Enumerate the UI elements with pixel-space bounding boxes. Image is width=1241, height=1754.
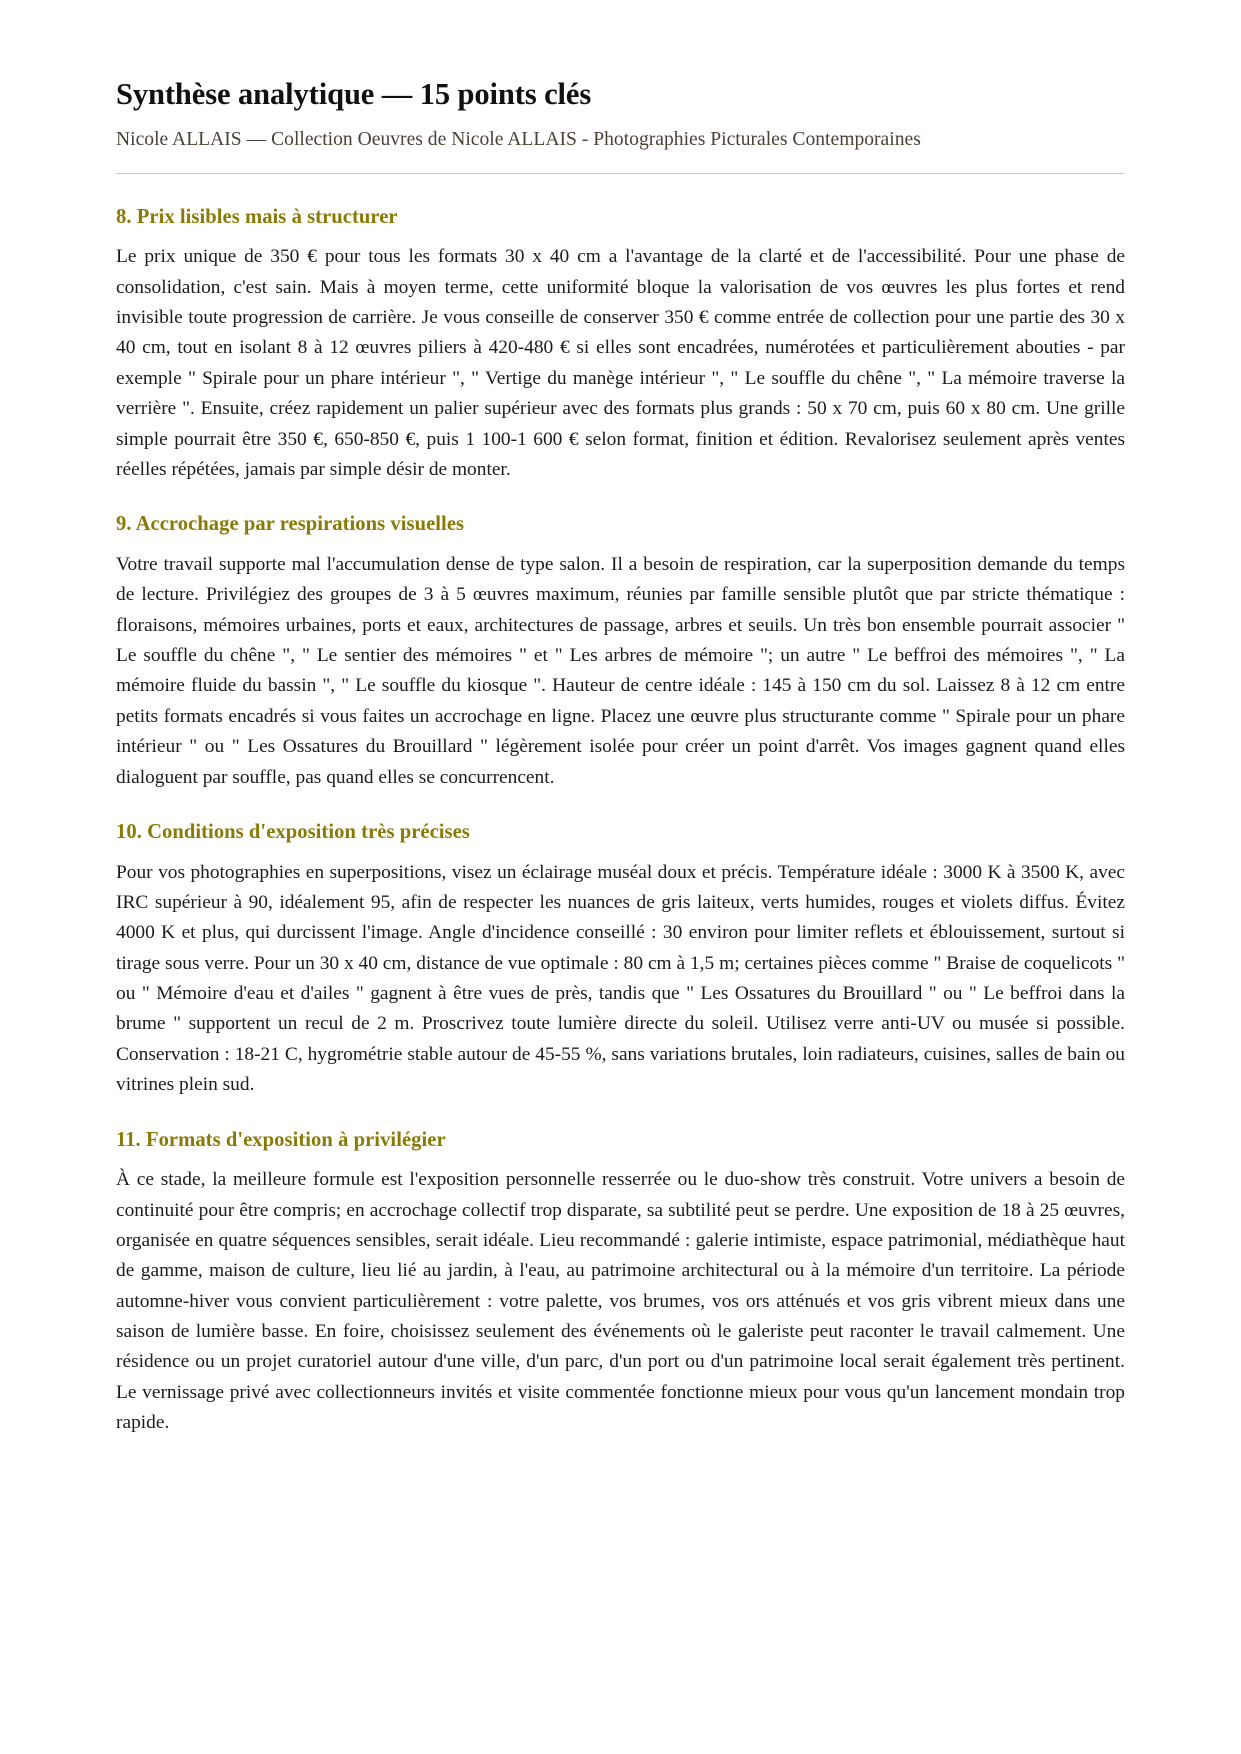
section-10	[116, 819, 1125, 1101]
section-heading-8: 8. Prix lisibles mais à structurer	[116, 205, 398, 228]
section-heading-10: 10. Conditions d'exposition très précises	[116, 820, 470, 843]
section-9	[116, 511, 1125, 793]
section-body-9: Votre travail supporte mal l'accumulation dense de type salon. Il a besoin de respiration, car la superposition demande du temps de lecture. Privilégiez des groupes de 3 à 5 œuvres maximum, réunies par famille sensible plutôt que par stricte thématique : floraisons, mémoires urbaines, ports et eaux, architectures de passage, arbres et seuils. Un très bon ensemble pourrait associer " Le souffle du chêne ", " Le sentier des mémoires " et " Les arbres de mémoire "; un autre " Le beffroi des mémoires ", " La mémoire fluide du bassin ", " Le souffle du kiosque ". Hauteur de centre idéale : 145 à 150 cm du sol. Laissez 8 à 12 cm entre petits formats encadrés si vous faites un accrochage en ligne. Placez une œuvre plus structurante comme " Spirale pour un phare intérieur " ou " Les Ossatures du Brouillard " légèrement isolée pour créer un point d'arrêt. Vos images gagnent quand elles dialoguent par souffle, pas quand elles se concurrencent.	[116, 554, 1125, 788]
section-heading-11: 11. Formats d'exposition à privilégier	[116, 1128, 446, 1151]
section-body-10: Pour vos photographies en superpositions, visez un éclairage muséal doux et précis. Température idéale : 3000 K à 3500 K, avec IRC supérieur à 90, idéalement 95, afin de respecter les nuances de gris laiteux, verts humides, rouges et violets diffus. Évitez 4000 K et plus, qui durcissent l'image. Angle d'incidence conseillé : 30 environ pour limiter reflets et éblouissement, surtout si tirage sous verre. Pour un 30 x 40 cm, distance de vue optimale : 80 cm à 1,5 m; certaines pièces comme " Braise de coquelicots " ou " Mémoire d'eau et d'ailes " gagnent à être vues de près, tandis que " Les Ossatures du Brouillard " ou " Le beffroi dans la brume " supportent un recul de 2 m. Proscrivez toute lumière directe du soleil. Utilisez verre anti-UV ou musée si possible. Conservation : 18-21 C, hygrométrie stable autour de 45-55 %, sans variations brutales, loin radiateurs, cuisines, salles de bain ou vitrines plein sud.	[116, 861, 1125, 1096]
section-8	[116, 204, 1125, 486]
header-divider	[116, 173, 1125, 174]
section-body-8: Le prix unique de 350 € pour tous les formats 30 x 40 cm a l'avantage de la clarté et de l'accessibilité. Pour une phase de consolidation, c'est sain. Mais à moyen terme, cette uniformité bloque la valorisation de vos œuvres les plus fortes et rend invisible toute progression de carrière. Je vous conseille de conserver 350 € comme entrée de collection pour une partie des 30 x 40 cm, tout en isolant 8 à 12 œuvres piliers à 420-480 € si elles sont encadrées, numérotées et particulièrement abouties - par exemple " Spirale pour un phare intérieur ", " Vertige du manège intérieur ", " Le souffle du chêne ", " La mémoire traverse la verrière ". Ensuite, créez rapidement un palier supérieur avec des formats plus grands : 50 x 70 cm, puis 60 x 80 cm. Une grille simple pourrait être 350 €, 650-850 €, puis 1 100-1 600 € selon format, finition et édition. Revalorisez seulement après ventes réelles répétées, jamais par simple désir de monter.	[116, 246, 1125, 480]
section-11	[116, 1127, 1125, 1439]
document-header	[116, 76, 1125, 174]
page-title: Synthèse analytique — 15 points clés	[116, 77, 592, 111]
document-subtitle: Nicole ALLAIS — Collection Oeuvres de Nicole ALLAIS - Photographies Picturales Contemporaines	[116, 129, 921, 151]
section-heading-9: 9. Accrochage par respirations visuelles	[116, 513, 465, 536]
sections-container	[116, 204, 1125, 1439]
section-body-11: À ce stade, la meilleure formule est l'exposition personnelle resserrée ou le duo-show très construit. Votre univers a besoin de continuité pour être compris; en accrochage collectif trop disparate, sa subtilité peut se perdre. Une exposition de 18 à 25 œuvres, organisée en quatre séquences sensibles, serait idéale. Lieu recommandé : galerie intimiste, espace patrimonial, médiathèque haut de gamme, maison de culture, lieu lié au jardin, à l'eau, au patrimoine architectural ou à la mémoire d'un territoire. La période automne-hiver vous convient particulièrement : votre palette, vos brumes, vos ors atténués et vos gris vibrent mieux dans une saison de lumière basse. En foire, choisissez seulement des événements où le galeriste peut raconter le travail calmement. Une résidence ou un projet curatoriel autour d'une ville, d'un parc, d'un port ou d'un patrimoine local serait également très pertinent. Le vernissage privé avec collectionneurs invités et visite commentée fonctionne mieux pour vous qu'un lancement mondain trop rapide.	[116, 1169, 1125, 1434]
